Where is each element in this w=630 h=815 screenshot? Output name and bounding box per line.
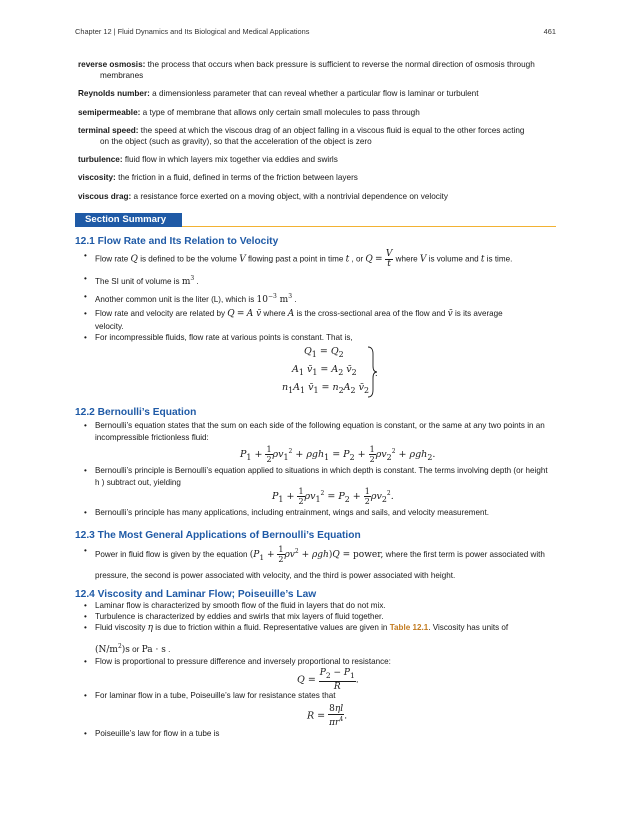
brace-icon <box>366 346 380 398</box>
section-summary-banner <box>75 213 556 227</box>
section-heading-12-1: 12.1 Flow Rate and Its Relation to Velocity <box>75 236 279 247</box>
list-item: • For incompressible fluids, flow rate at various points is constant. That is, <box>84 333 353 342</box>
chapter-title: Chapter 12 | Fluid Dynamics and Its Biological and Medical Applications <box>75 27 310 36</box>
page-number: 461 <box>543 27 556 36</box>
list-item: • Bernoulli’s principle has many applications, including entrainment, wings and sails, and velocity measurement. <box>84 508 489 517</box>
equation-continuity-1: $Q_1 = Q_2$ <box>304 346 344 359</box>
glossary-term: turbulence: <box>78 155 123 164</box>
list-item: • The SI unit of volume is $m^3$ . <box>84 274 199 287</box>
glossary-entry <box>78 172 554 183</box>
list-item: • Flow rate Q is defined to be the volume V flowing past a point in time t , or Q = $\frac{V}{t}$ where V is volume and t is time. <box>84 249 513 269</box>
equation-flow-resistance: Q = $\frac{P_2 - P_1}{R}$ . <box>297 668 359 692</box>
list-item: • For laminar flow in a tube, Poiseuille’s law for resistance states that <box>84 691 336 700</box>
glossary-entry <box>78 154 554 165</box>
glossary-definition: the friction in a fluid, defined in terms of the friction between layers <box>118 173 358 182</box>
list-item: • Flow is proportional to pressure difference and inversely proportional to resistance: <box>84 657 391 666</box>
section-heading-12-4: 12.4 Viscosity and Laminar Flow; Poiseuille’s Law <box>75 589 317 600</box>
equation-continuity-3: $n_1A_1$ $v̄_1 = n_2A_2$ $v̄_2$ <box>282 382 369 395</box>
list-item: • Turbulence is characterized by eddies and swirls that mix layers of fluid together. <box>84 612 384 621</box>
glossary-definition: the speed at which the viscous drag of an object falling in a viscous fluid is equal to the other forces acting <box>140 126 525 135</box>
svg-text:.: . <box>375 369 378 378</box>
list-item: • Power in fluid flow is given by the equation ($P_1$ + $\frac{1}{2}$ $\rho v^2 + \rho gh)Q$ = power, where the first term is power associated with pressure, the second is power associated with velocity, and the third is power associated with height. <box>84 545 545 580</box>
list-item: • Fluid viscosity η is due to friction within a fluid. Representative values are given in Table 12.1. Viscosity has units of $(N/m^2)s$ or Pa · s . <box>84 623 509 655</box>
glossary-definition: fluid flow in which layers mix together via eddies and swirls <box>124 155 338 164</box>
list-item: • Poiseuille’s law for flow in a tube is <box>84 729 220 738</box>
table-link[interactable]: Table 12.1 <box>389 623 429 632</box>
glossary-definition: a dimensionless parameter that can reveal whether a particular flow is laminar or turbulent <box>152 89 479 98</box>
glossary-term: reverse osmosis: <box>78 60 146 69</box>
glossary-entry <box>78 88 554 99</box>
glossary-term: Reynolds number: <box>78 89 150 98</box>
list-item: • Bernoulli’s principle is Bernoulli’s equation applied to situations in which depth is constant. The terms involving depth (or height h ) subtract out, yielding <box>84 466 548 487</box>
glossary-term: terminal speed: <box>78 126 139 135</box>
section-summary-title: Section Summary <box>75 213 182 227</box>
glossary-entry <box>78 59 554 81</box>
glossary-definition: the process that occurs when back pressure is sufficient to reverse the normal direction of osmosis through <box>147 60 535 69</box>
glossary-definition: a type of membrane that allows only certain small molecules to pass through <box>142 108 420 117</box>
glossary-entry <box>78 191 554 202</box>
glossary-term: semipermeable: <box>78 108 141 117</box>
running-header <box>75 27 556 36</box>
equation-bernoulli-principle: $P_1$ + $\frac{1}{2}$ $\rho v_1^2 = P_2$ + $\frac{1}{2}$ $\rho v_2^2$. <box>272 487 394 506</box>
section-heading-12-2: 12.2 Bernoulli’s Equation <box>75 407 197 418</box>
glossary-term: viscous drag: <box>78 192 132 201</box>
glossary-definition-cont: membranes <box>100 71 144 80</box>
glossary-term: viscosity: <box>78 173 116 182</box>
equation-continuity-2: $A_1$ $v̄_1 = A_2$ $v̄_2$ <box>292 364 357 377</box>
list-item: • Another common unit is the liter (L), which is $10^{-3}$ $m^3$ . <box>84 292 297 305</box>
section-divider <box>182 226 556 228</box>
section-heading-12-3: 12.3 The Most General Applications of Bernoulli’s Equation <box>75 530 361 541</box>
list-item: • Bernoulli’s equation states that the sum on each side of the following equation is constant, or the same at any two points in an incompressible frictionless fluid: <box>84 421 545 442</box>
glossary-entry <box>78 107 554 118</box>
equation-bernoulli: $P_1$ + $\frac{1}{2}$ $\rho v_1^2 + \rho gh_1 = P_2$ + $\frac{1}{2}$ $\rho v_2^2 + \rho gh_2$. <box>240 445 436 464</box>
list-item: • Laminar flow is characterized by smooth flow of the fluid in layers that do not mix. <box>84 601 386 610</box>
list-item: • Flow rate and velocity are related by Q = A v̄ where A is the cross-sectional area of the flow and v̄ is its average velocity. <box>84 309 503 331</box>
glossary-definition: a resistance force exerted on a moving object, with a nontrivial dependence on velocity <box>133 192 449 201</box>
glossary-definition-cont: on the object (such as gravity), so that the acceleration of the object is zero <box>100 137 372 146</box>
equation-poiseuille-resistance: R = $\frac{8\eta l}{\pi r^4}$ . <box>307 704 348 728</box>
glossary-entry <box>78 125 554 147</box>
